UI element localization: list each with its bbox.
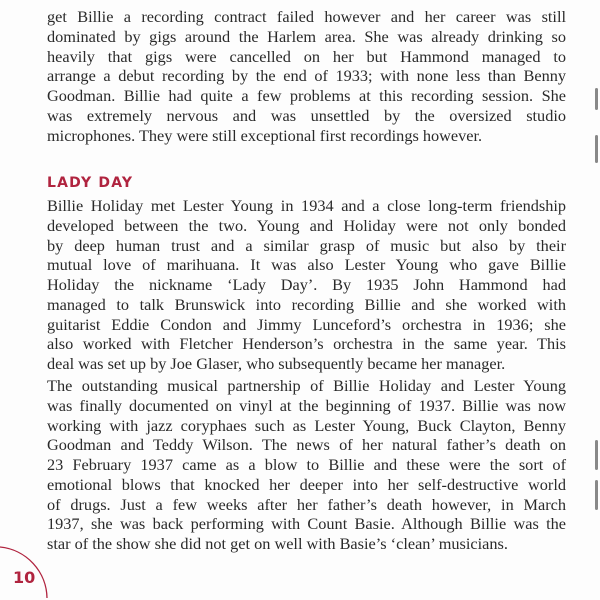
text-line: also worked with Fletcher Henderson’s orchestra in the same year. This [47, 334, 566, 354]
paragraph-1 [47, 7, 566, 145]
text-line: The outstanding musical partnership of Billie Holiday and Lester Young [47, 376, 566, 395]
text-line: Goodman and Teddy Wilson. The news of her natural father’s death on [47, 435, 566, 455]
scan-edge-mark [595, 135, 598, 163]
text-line: was finally documented on vinyl at the beginning of 1937. Billie was now [47, 395, 566, 415]
text-line: of drugs. Just a few weeks after her father’s death however, in March [47, 494, 566, 514]
text-line: guitarist Eddie Condon and Jimmy Lunceford’s orchestra in 1936; she [47, 314, 566, 334]
text-line: Holiday the nickname ‘Lady Day’. By 1935 John Hammond had [47, 275, 566, 294]
text-line: working with jazz coryphaes such as Lester Young, Buck Clayton, Benny [47, 415, 566, 435]
text-line: 23 February 1937 came as a blow to Billie and these were the sort of [47, 455, 566, 474]
page-number: 10 [13, 568, 36, 587]
text-line: microphones. They were still exceptional first recordings however. [47, 125, 483, 145]
scan-edge-mark [595, 88, 598, 110]
text-line: Billie Holiday met Lester Young in 1934 and a close long-term friendship [47, 196, 566, 215]
scan-edge-mark [595, 480, 598, 510]
text-line: 1937, she was back performing with Count Basie. Although Billie was the [47, 514, 566, 534]
text-line: star of the show she did not get on well with Basie’s ‘clean’ musicians. [47, 534, 508, 553]
text-line: deal was set up by Joe Glaser, who subsequently became her manager. [47, 354, 506, 373]
text-line: dominated by gigs around the Harlem area. She was already drinking so [47, 26, 566, 46]
text-line: emotional blows that knocked her deeper into her self-destructive world [47, 474, 566, 494]
scan-edge-mark [595, 440, 598, 470]
paragraph-2 [47, 196, 566, 374]
section-heading: LADY DAY [47, 175, 134, 191]
text-line: heavily that gigs were cancelled on her but Hammond managed to [47, 46, 566, 66]
paragraph-3 [47, 376, 566, 554]
text-line: Goodman. Billie had quite a few problems at this recording session. She [47, 86, 566, 105]
text-line: was extremely nervous and was unsettled by the oversized studio [47, 105, 566, 125]
text-line: mutual love of marihuana. It was also Lester Young who gave Billie [47, 255, 566, 275]
text-line: managed to talk Brunswick into recording Billie and she worked with [47, 294, 566, 314]
text-line: arrange a debut recording by the end of 1933; with none less than Benny [47, 66, 566, 86]
text-line: developed between the two. Young and Holiday were not only bonded [47, 215, 566, 235]
text-line: get Billie a recording contract failed however and her career was still [47, 7, 566, 26]
text-line: by deep human trust and a similar grasp of music but also by their [47, 235, 566, 255]
